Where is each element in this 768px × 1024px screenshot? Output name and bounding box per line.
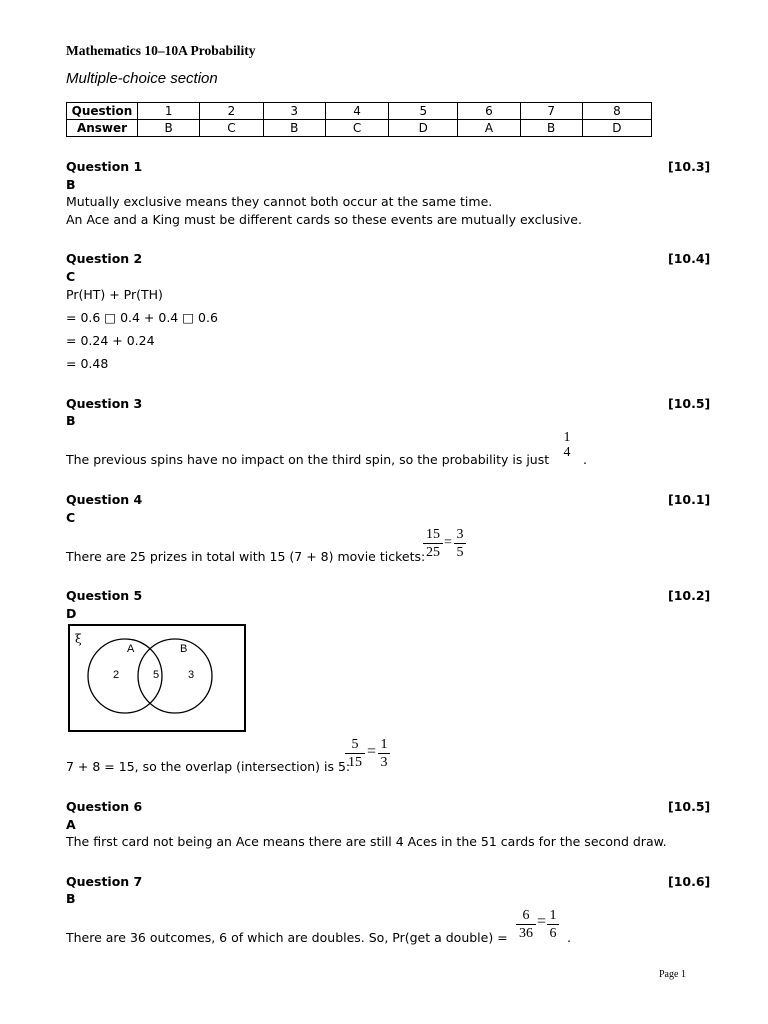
answer-letter: D: [389, 120, 458, 137]
q7-heading: Question 7: [66, 874, 143, 889]
q3-explanation: The previous spins have no impact on the third spin, so the probability is just: [66, 452, 550, 467]
q7-period: .: [567, 930, 571, 945]
question-number: 7: [520, 103, 582, 120]
q2-working-line: Pr(HT) + Pr(TH): [66, 287, 163, 302]
answer-letter: B: [138, 120, 200, 137]
q5-fraction-left: [345, 737, 365, 770]
q4-answer: C: [66, 510, 76, 525]
fraction-bar: [454, 543, 466, 544]
answer-letter: B: [520, 120, 582, 137]
fraction-numerator: 15: [426, 527, 440, 542]
q5-fraction-right: [378, 737, 390, 770]
question-number: 2: [200, 103, 263, 120]
fraction-bar: [345, 753, 365, 754]
venn-universe-symbol: ξ: [75, 632, 82, 646]
fraction-denominator: 6: [549, 926, 557, 941]
q6-heading: Question 6: [66, 799, 143, 814]
question-row-label: Question: [67, 103, 138, 120]
q7-fraction-left: [516, 908, 536, 941]
venn-label-a: A: [127, 643, 135, 655]
page-number: Page 1: [659, 969, 686, 980]
q1-ref: [10.3]: [668, 159, 711, 174]
fraction-bar: [547, 924, 559, 925]
fraction-bar: [378, 753, 390, 754]
fraction-numerator: 1: [563, 430, 571, 445]
fraction-numerator: 6: [522, 908, 530, 923]
question-row: [67, 103, 652, 120]
answer-letter: C: [325, 120, 388, 137]
q1-explanation-line: Mutually exclusive means they cannot both occur at the same time.: [66, 194, 493, 209]
venn-region-a-only: 2: [113, 669, 120, 681]
answer-row-label: Answer: [67, 120, 138, 137]
section-subtitle: Multiple-choice section: [66, 70, 218, 87]
question-number: 5: [389, 103, 458, 120]
venn-region-b-only: 3: [188, 669, 195, 681]
answer-letter: B: [263, 120, 325, 137]
venn-circle-b: [138, 639, 212, 713]
q1-heading: Question 1: [66, 159, 143, 174]
fraction-bar: [423, 543, 443, 544]
fraction-numerator: 5: [351, 737, 359, 752]
q4-fraction-right: [454, 527, 466, 560]
answer-table: [66, 102, 652, 137]
fraction-denominator: 3: [380, 755, 388, 770]
q3-fraction: [560, 430, 574, 460]
q2-answer: C: [66, 269, 76, 284]
fraction-denominator: 15: [348, 755, 362, 770]
question-number: 3: [263, 103, 325, 120]
q1-answer: B: [66, 177, 76, 192]
q6-explanation: The first card not being an Ace means there are still 4 Aces in the 51 cards for the second draw.: [66, 834, 667, 849]
answer-letter: D: [582, 120, 651, 137]
q4-fraction-left: [423, 527, 443, 560]
fraction-numerator: 1: [380, 737, 388, 752]
q4-explanation: There are 25 prizes in total with 15 (7 + 8) movie tickets:: [66, 549, 426, 564]
q7-explanation: There are 36 outcomes, 6 of which are doubles. So, Pr(get a double) =: [66, 930, 508, 945]
question-number: 1: [138, 103, 200, 120]
fraction-numerator: 1: [549, 908, 557, 923]
q3-ref: [10.5]: [668, 396, 711, 411]
question-number: 8: [582, 103, 651, 120]
fraction-bar: [516, 924, 536, 925]
fraction-denominator: 36: [519, 926, 533, 941]
answer-letter: C: [200, 120, 263, 137]
q3-heading: Question 3: [66, 396, 143, 411]
question-number: 4: [325, 103, 388, 120]
question-number: 6: [458, 103, 520, 120]
q2-ref: [10.4]: [668, 251, 711, 266]
q6-ref: [10.5]: [668, 799, 711, 814]
q4-ref: [10.1]: [668, 492, 711, 507]
q7-fraction-right: [547, 908, 559, 941]
fraction-denominator: 5: [456, 545, 464, 560]
q5-answer: D: [66, 606, 77, 621]
fraction-numerator: 3: [456, 527, 464, 542]
q6-answer: A: [66, 817, 76, 832]
q5-heading: Question 5: [66, 588, 143, 603]
equals-sign: =: [537, 913, 547, 930]
fraction-denominator: 25: [426, 545, 440, 560]
fraction-denominator: 4: [563, 445, 571, 460]
venn-label-b: B: [180, 643, 188, 655]
q5-ref: [10.2]: [668, 588, 711, 603]
q4-heading: Question 4: [66, 492, 143, 507]
venn-diagram: [68, 624, 246, 732]
page-title: Mathematics 10–10A Probability: [66, 43, 256, 58]
q2-working-line: = 0.24 + 0.24: [66, 333, 155, 348]
venn-region-intersection: 5: [153, 669, 160, 681]
q7-answer: B: [66, 891, 76, 906]
q2-working-line: = 0.6 □ 0.4 + 0.4 □ 0.6: [66, 310, 218, 325]
q3-answer: B: [66, 413, 76, 428]
q2-working-line: = 0.48: [66, 356, 109, 371]
answer-row: [67, 120, 652, 137]
q7-ref: [10.6]: [668, 874, 711, 889]
q3-period: .: [583, 452, 587, 467]
q5-explanation: 7 + 8 = 15, so the overlap (intersection) is 5:: [66, 759, 351, 774]
venn-circle-a: [88, 639, 162, 713]
q1-explanation-line: An Ace and a King must be different cards so these events are mutually exclusive.: [66, 212, 582, 227]
equals-sign: =: [367, 743, 377, 760]
q2-heading: Question 2: [66, 251, 143, 266]
equals-sign: =: [444, 535, 452, 550]
answer-letter: A: [458, 120, 520, 137]
